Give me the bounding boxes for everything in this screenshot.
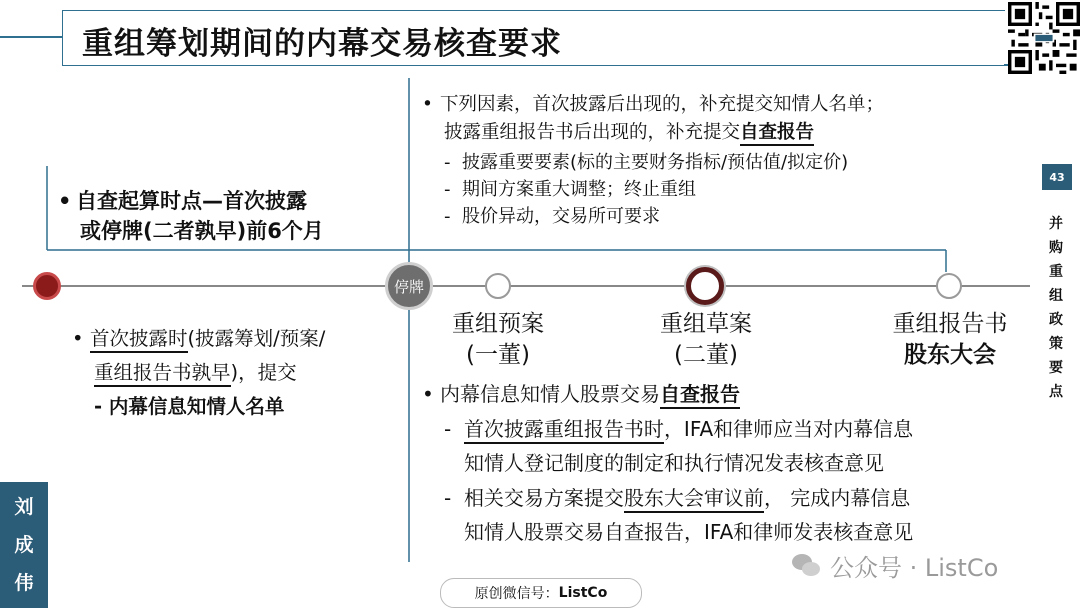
start-node xyxy=(33,272,61,300)
insider-trading-check-text: • 内幕信息知情人股票交易自查报告 - 首次披露重组报告书时，IFA和律师应当对内幕信息 知情人登记制度的制定和执行情况发表核查意见 - 相关交易方案提交股东大会审议前， 完成内幕信息 知情人股票交易自查报告，IFA和律师发表核查意见 xyxy=(422,382,914,544)
draft-label: 重组草案 (二董) xyxy=(660,311,752,368)
list-item: - 披露重要要素(标的主要财务指标/预估值/拟定价) xyxy=(444,152,849,173)
plan-label: 重组预案 (一董) xyxy=(452,311,544,368)
stop-label: 停牌 xyxy=(393,277,424,296)
author-badge: 刘 成 伟 xyxy=(0,482,48,608)
first-disclosure-text: • 首次披露时(披露筹划/预案/ 重组报告书孰早)，提交 - 内幕信息知情人名单 xyxy=(72,327,326,418)
footer-account-tag: 原创微信号： ListCo xyxy=(440,578,642,608)
self-check-start-text: • 自查起算时点—首次披露 或停牌(二者孰早)前6个月 xyxy=(58,189,324,243)
page-title: 重组筹划期间的内幕交易核查要求 xyxy=(82,26,562,62)
stop-node xyxy=(385,262,433,310)
plan-node xyxy=(485,273,511,299)
watermark: 公众号 · ListCo xyxy=(792,548,998,583)
wechat-icon xyxy=(792,554,822,578)
list-item: - 股价异动，交易所可要求 xyxy=(444,206,660,227)
side-title: 并 购 重 组 政 策 要 点 xyxy=(1049,216,1063,400)
list-item: - 首次披露重组报告书时，IFA和律师应当对内幕信息 xyxy=(422,412,913,447)
report-label: 重组报告书 股东大会 xyxy=(892,311,1008,368)
list-item: - 相关交易方案提交股东大会审议前， 完成内幕信息 xyxy=(422,481,913,516)
draft-node xyxy=(686,267,724,305)
report-node xyxy=(936,273,962,299)
supplement-list: • 下列因素，首次披露后出现的，补充提交知情人名单； 披露重组报告书后出现的，补充提交自查报告 - 披露重要要素(标的主要财务指标/预估值/拟定价) - 期间方案重大调整；终止重组 - 股价异动，交易所可要求 xyxy=(422,91,884,230)
list-item: - 期间方案重大调整；终止重组 xyxy=(444,179,696,200)
page-number-badge: 43 xyxy=(1042,164,1072,190)
